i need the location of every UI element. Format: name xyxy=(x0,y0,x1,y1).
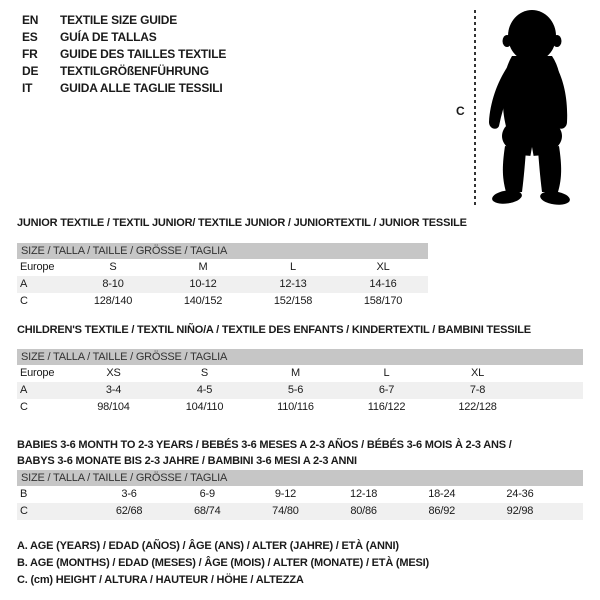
table-row xyxy=(17,486,583,503)
cell-value: 3-6 xyxy=(121,488,137,500)
size-table-section xyxy=(17,215,467,310)
language-row xyxy=(22,80,226,97)
footnote: C. (cm) HEIGHT / ALTURA / HAUTEUR / HÖHE / ALTEZZA xyxy=(17,574,304,586)
language-row xyxy=(22,12,226,29)
table-row xyxy=(17,382,583,399)
language-title: GUIDE DES TAILLES TEXTILE xyxy=(60,47,227,61)
table-title xyxy=(17,437,583,469)
language-row xyxy=(22,46,226,63)
cell-value: 110/116 xyxy=(277,401,314,413)
cell-value: 140/152 xyxy=(183,295,223,307)
cell-value: 9-12 xyxy=(274,488,297,500)
size-header-bar: SIZE / TALLA / TAILLE / GRÖSSE / TAGLIA xyxy=(17,470,583,486)
cell-value: 6-7 xyxy=(378,384,395,396)
table-title-line: CHILDREN'S TEXTILE / TEXTIL NIÑO/A / TEXTILE DES ENFANTS / KINDERTEXTIL / BAMBINI TESSILE xyxy=(17,324,531,336)
row-end-spacer xyxy=(523,365,583,382)
cell-value: 14-16 xyxy=(369,278,397,290)
cell-value: 92/98 xyxy=(506,505,534,517)
row-label: B xyxy=(20,488,28,500)
row-end-spacer xyxy=(523,399,583,416)
language-row xyxy=(22,63,226,80)
height-dashed-line xyxy=(474,10,476,208)
cell-value: M xyxy=(291,367,300,379)
language-code: DE xyxy=(22,64,39,78)
language-code: FR xyxy=(22,47,38,61)
cell-value: 12-13 xyxy=(279,278,307,290)
height-measure-figure xyxy=(450,0,580,215)
cell-value: 80/86 xyxy=(350,505,377,517)
row-label: C xyxy=(20,295,28,307)
cell-value: XL xyxy=(376,261,390,273)
table-title-line: JUNIOR TEXTILE / TEXTIL JUNIOR/ TEXTILE JUNIOR / JUNIORTEXTIL / JUNIOR TESSILE xyxy=(17,217,467,229)
row-label: Europe xyxy=(20,367,55,379)
row-label: A xyxy=(20,278,28,290)
language-row xyxy=(22,29,226,46)
language-code: EN xyxy=(22,13,39,27)
footnote: A. AGE (YEARS) / EDAD (AÑOS) / ÂGE (ANS) / ALTER (JAHRE) / ETÀ (ANNI) xyxy=(17,540,399,552)
cell-value: 24-36 xyxy=(506,488,534,500)
table-title-line: BABYS 3-6 MONATE BIS 2-3 JAHRE / BAMBINI 3-6 MESI A 2-3 ANNI xyxy=(17,455,357,467)
table-title-line: BABIES 3-6 MONTH TO 2-3 YEARS / BEBÉS 3-6 MESES A 2-3 AÑOS / BÉBÉS 3-6 MOIS À 2-3 ANS / xyxy=(17,439,512,451)
toddler-silhouette-icon xyxy=(482,8,577,208)
cell-value: M xyxy=(198,261,208,273)
cell-value: 18-24 xyxy=(428,488,456,500)
cell-value: 5-6 xyxy=(287,384,304,396)
size-header-bar: SIZE / TALLA / TAILLE / GRÖSSE / TAGLIA xyxy=(17,349,583,365)
table-row xyxy=(17,276,428,293)
cell-value: 152/158 xyxy=(273,295,313,307)
row-end-spacer xyxy=(559,503,583,520)
size-table-section xyxy=(17,437,583,520)
cell-value: XL xyxy=(470,367,485,379)
cell-value: 74/80 xyxy=(272,505,299,517)
cell-value: 116/122 xyxy=(367,401,406,413)
cell-value: S xyxy=(200,367,209,379)
cell-value: L xyxy=(383,367,390,379)
table-title xyxy=(17,322,583,338)
table-row xyxy=(17,399,583,416)
footnotes xyxy=(17,538,429,589)
row-label: C xyxy=(20,401,28,413)
cell-value: 12-18 xyxy=(350,488,378,500)
cell-value: 128/140 xyxy=(93,295,133,307)
cell-value: 86/92 xyxy=(428,505,456,517)
language-code: ES xyxy=(22,30,38,44)
cell-value: S xyxy=(109,261,117,273)
row-label: C xyxy=(20,505,28,517)
cell-value: 6-9 xyxy=(199,488,215,500)
row-label: Europe xyxy=(20,261,55,273)
cell-value: 3-4 xyxy=(105,384,122,396)
table-row xyxy=(17,365,583,382)
language-title: TEXTILGRÖßENFÜHRUNG xyxy=(60,64,209,78)
cell-value: 4-5 xyxy=(196,384,213,396)
cell-value: L xyxy=(290,261,296,273)
size-header-bar: SIZE / TALLA / TAILLE / GRÖSSE / TAGLIA xyxy=(17,243,428,259)
language-code: IT xyxy=(22,81,33,95)
cell-value: 68/74 xyxy=(193,505,221,517)
height-measure-label: C xyxy=(456,104,465,118)
footnote: B. AGE (MONTHS) / EDAD (MESES) / ÂGE (MOIS) / ALTER (MONATE) / ETÀ (MESI) xyxy=(17,557,429,569)
table-row xyxy=(17,259,428,276)
language-title: TEXTILE SIZE GUIDE xyxy=(60,13,178,27)
row-end-spacer xyxy=(559,486,583,503)
language-title: GUIDA ALLE TAGLIE TESSILI xyxy=(60,81,223,95)
language-title-list xyxy=(22,12,226,97)
cell-value: 158/170 xyxy=(363,295,403,307)
row-label: A xyxy=(20,384,28,396)
table-row xyxy=(17,503,583,520)
row-end-spacer xyxy=(523,382,583,399)
table-title xyxy=(17,215,467,231)
table-row xyxy=(17,293,428,310)
language-title: GUÍA DE TALLAS xyxy=(60,30,157,44)
cell-value: 8-10 xyxy=(102,278,124,290)
cell-value: 98/104 xyxy=(97,401,130,413)
cell-value: XS xyxy=(106,367,121,379)
size-table-section xyxy=(17,322,583,416)
cell-value: 104/110 xyxy=(185,401,224,413)
cell-value: 10-12 xyxy=(189,278,217,290)
cell-value: 7-8 xyxy=(469,384,486,396)
cell-value: 122/128 xyxy=(458,401,497,413)
cell-value: 62/68 xyxy=(115,505,143,517)
